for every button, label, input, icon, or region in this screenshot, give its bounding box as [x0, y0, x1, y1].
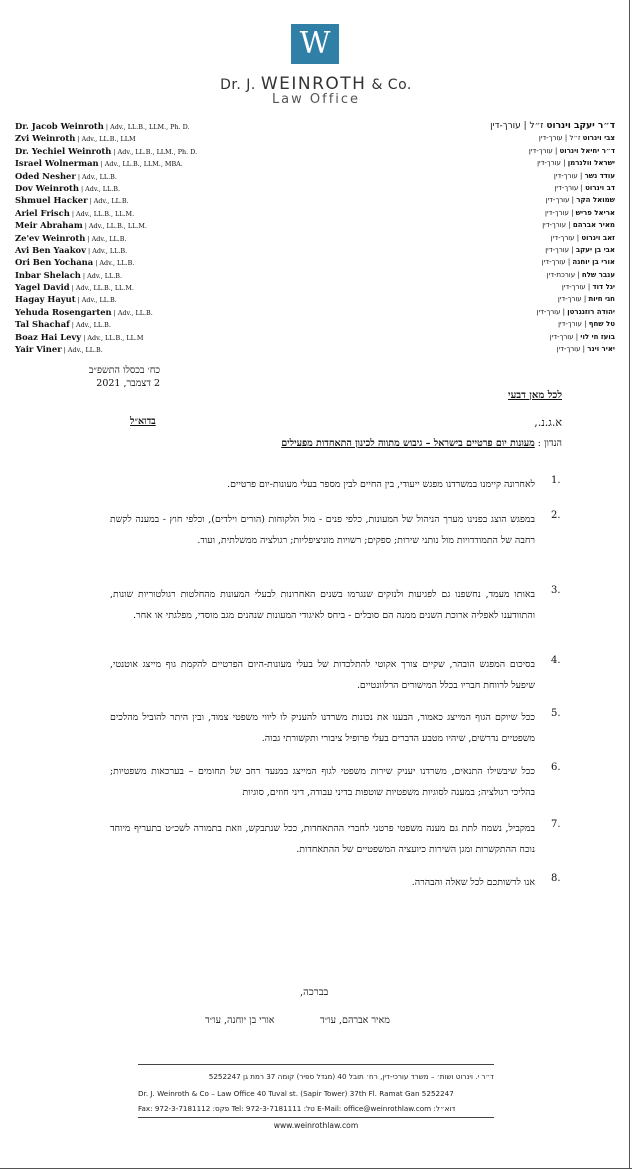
partner-he-name: בועז חי לוי: [580, 332, 615, 341]
partner-he-name: עודד נשר: [584, 171, 615, 180]
partner-en-row: [15, 170, 197, 182]
partner-he-name: אריאל פריש: [575, 208, 615, 217]
partner-he-qualification: | עורך-דין: [537, 159, 568, 168]
partner-he-qualification: | עורך-דין: [556, 345, 588, 354]
paragraph-number: 1.: [551, 475, 561, 486]
partners-list-hebrew: [490, 120, 615, 355]
partner-en-row: [15, 269, 197, 281]
logo-letter: W: [299, 26, 331, 61]
paragraph-text: ככל שיוקם הגוף המייצג כאמור, הבענו את נכונות משרדנו להעניק לו ליווי משפטי צמוד, ובין היתר להוביל מהלכים משפטיים נדרשים, שיהיו מטבע הדברים בעלי פרופיל ציבורי ותקשורתי גבוה.: [110, 712, 535, 744]
numbered-paragraph: [110, 762, 562, 803]
partner-he-row: [490, 120, 615, 132]
partner-en-name: Shmuel Hacker: [15, 195, 88, 206]
partner-en-row: [15, 244, 197, 256]
salutation: א.ג.נ.,: [534, 416, 562, 429]
partner-he-row: [490, 269, 615, 281]
paragraph-number: 4.: [551, 655, 561, 666]
partner-en-row: [15, 207, 197, 219]
footer-address-english: Dr. J. Weinroth & Co – Law Office 40 Tuval st. (Sapir Tower) 37th Fl. Ramat Gan 5252247: [138, 1089, 454, 1098]
partner-en-name: Avi Ben Yaakov: [15, 244, 86, 255]
partner-en-row: [15, 256, 197, 268]
firm-main: WEINROTH: [260, 74, 367, 94]
partner-he-qualification: | עורך-דין: [550, 233, 582, 242]
partner-he-qualification: | עורך-דין: [528, 146, 560, 155]
partner-en-qualification: | Adv., LL.B.: [80, 271, 123, 280]
partner-he-qualification: | עורך-דין: [545, 196, 577, 205]
partner-en-name: Yair Viner: [15, 344, 62, 355]
partner-en-row: [15, 232, 197, 244]
partner-en-row: [15, 306, 197, 318]
partner-he-row: [490, 343, 615, 355]
partner-en-qualification: | Adv., LL.B.: [87, 197, 129, 206]
partner-he-name: ד״ר יחיאל וינרוט: [559, 146, 615, 155]
partner-en-name: Oded Nesher: [15, 170, 76, 181]
partner-en-name: Ariel Frisch: [15, 207, 70, 218]
partner-en-row: [15, 343, 197, 355]
footer-divider-top: [138, 1064, 494, 1065]
firm-prefix: Dr. J.: [220, 77, 256, 93]
partner-he-row: [490, 145, 615, 157]
partner-he-qualification: | עורך-דין: [557, 295, 589, 304]
paragraph-text: במקביל, נשמח לתת גם מענה משפטי פרטני לחברי ההתאחדות, ככל שנתבקש, וזאת בתמורה לשכ״ט בתעריף מיוחד נוכח ההתקשרות ומגן השירות כיועציה המשפטיים של ההתאחדות.: [110, 823, 535, 855]
partner-he-row: [490, 219, 615, 231]
footer-website-link[interactable]: www.weinrothlaw.com: [273, 1121, 359, 1130]
paragraph-number: 3.: [551, 585, 561, 596]
partner-he-row: [490, 318, 615, 330]
partner-he-row: [490, 244, 615, 256]
partner-he-qualification: | עורך-דין: [561, 283, 593, 292]
numbered-paragraph: [110, 655, 562, 696]
paragraph-number: 6.: [551, 762, 561, 773]
partner-he-qualification: | עורך-דין: [554, 183, 586, 192]
subject-label: הנדון :: [537, 438, 562, 449]
partner-en-name: Tal Shachaf: [15, 319, 70, 330]
partner-he-row: [490, 331, 615, 343]
partner-he-qualification: | עורך-דין: [542, 221, 573, 230]
partner-en-qualification: | Adv., LL.B., LL.M.: [69, 284, 134, 293]
partner-en-name: Meir Abraham: [15, 220, 83, 231]
partner-he-name: יאיר וינר: [587, 345, 615, 354]
firm-logo: [291, 24, 339, 64]
partner-en-qualification: | Adv., LL.B., LLM., Ph. D.: [111, 147, 198, 156]
partner-he-qualification: | עורך-דין: [536, 307, 568, 316]
paragraph-number: 7.: [551, 819, 561, 830]
partner-en-row: [15, 331, 197, 343]
partner-en-row: [15, 219, 197, 231]
numbered-paragraph: [110, 475, 562, 496]
partner-en-qualification: | Adv., LL.B.: [93, 259, 135, 268]
partner-he-qualification: | עורך-דין: [545, 245, 576, 254]
addressee: לכל מאן דבעי: [507, 390, 562, 401]
footer-contact: Fax: 972-3-7181112 :פקס Tel: 972-3-7181111 :טל E-Mail: office@weinrothlaw.com :דוא״ל: [138, 1104, 456, 1113]
partner-he-name: אורי בן יוחנה: [572, 258, 615, 267]
partner-en-qualification: | Adv., LL.B., LLM., MBA.: [98, 160, 183, 169]
partner-he-qualification: | עורך-דין: [541, 258, 573, 267]
partner-en-qualification: | Adv., LL.B., LL.M.: [69, 209, 135, 218]
partner-en-row: [15, 132, 197, 144]
partner-he-row: [490, 306, 615, 318]
partner-he-qualification: | עורך-דין: [553, 171, 585, 180]
numbered-paragraph: [110, 873, 562, 894]
numbered-paragraph: [110, 708, 562, 749]
partner-en-name: Ze'ev Weinroth: [15, 232, 86, 243]
partner-en-name: Zvi Weinroth: [15, 133, 76, 144]
partner-en-row: [15, 318, 197, 330]
subject-line: [281, 438, 562, 449]
partner-he-name: צבי וינרוט: [582, 134, 615, 143]
partner-en-qualification: | Adv., LL.B.: [111, 308, 153, 317]
partner-en-name: Dr. Jacob Weinroth: [15, 121, 104, 131]
date-block: [70, 364, 160, 390]
partner-he-row: [490, 182, 615, 194]
partner-en-qualification: | Adv., LL.B.: [85, 246, 128, 255]
partner-he-name: ישראל וולנרמן: [567, 159, 615, 168]
partner-en-qualification: | Adv., LL.B., LLM: [75, 135, 136, 144]
partner-en-name: Yagel David: [15, 282, 70, 293]
partner-he-name: דב וינרוט: [585, 183, 615, 192]
partner-en-row: [15, 182, 197, 194]
date-hebrew: כח׳ בכסלו התשפ״ב: [88, 365, 160, 376]
partner-he-qualification: | עורך-דין: [545, 208, 576, 217]
partner-en-row: [15, 120, 197, 132]
paragraph-text: במפגש הוצג בפנינו מערך הניהול של המעונות, כלפי פנים - מול הלקוחות (הורים וילדים), וכלפי חוץ - במענה לקשת רחבה של התמודדויות מול נותני שירות; ספקים; רשויות מוניציפליות; רגולציה ממשלתית, ועוד.: [110, 514, 535, 546]
partners-list-english: [15, 120, 197, 355]
firm-name: [0, 74, 632, 94]
partner-en-qualification: | Adv., LL.B.: [61, 346, 103, 355]
partner-he-row: [490, 157, 615, 169]
numbered-paragraph: [110, 819, 562, 860]
partner-he-row: [490, 293, 615, 305]
delivery-method: בדוא״ל: [130, 416, 156, 427]
partner-en-name: Dr. Yechiel Weinroth: [15, 145, 112, 156]
partner-en-name: Boaz Hai Levy: [15, 331, 82, 342]
paragraph-number: 5.: [551, 708, 561, 719]
partner-he-row: [490, 256, 615, 268]
partner-en-qualification: | Adv., LL.B., LLM., Ph. D.: [103, 123, 190, 131]
date-gregorian: 2 דצמבר, 2021: [96, 378, 160, 389]
partner-he-name: ד״ר יעקב וינרוט: [546, 121, 615, 131]
partner-en-qualification: | Adv., LL.B., LL.M.: [82, 222, 147, 231]
partner-he-qualification: | עורך-דין: [549, 332, 581, 341]
partner-he-qualification: | עורכת-דין: [546, 270, 582, 279]
firm-subtitle: Law Office: [271, 92, 361, 107]
footer-divider-bottom: [138, 1117, 494, 1118]
partner-en-row: [15, 157, 197, 169]
partner-en-row: [15, 281, 197, 293]
footer-address-hebrew: ד״ר י. וינרוט ושות׳ – משרד עורכי-דין, רח׳ תובל 40 (מגדל ספיר) קומה 37 רמת גן 5252247: [208, 1072, 494, 1081]
partner-he-name: יגל דוד: [592, 283, 615, 292]
partner-en-qualification: | Adv., LL.B., LL.M: [81, 333, 144, 342]
partner-he-qualification: | עורך-דין: [558, 320, 589, 329]
partner-he-row: [490, 170, 615, 182]
partner-en-name: Yehuda Rosengarten: [15, 306, 112, 317]
paragraph-text: בסיכום המפגש הובהר, שקיים צורך אקוטי להתלכדות של בעלי מעונות-היום הפרטיים להקמת גוף מייצג אוטנטי, שיפעל לרווחת חבריו בכלל המישורים הרלוונטיים.: [110, 659, 535, 691]
paragraph-text: לאחרונה קיימנו במשרדנו מפגש ייעודי, בין החיים לבין מספר בעלי מעונות-יום פרטיים.: [227, 479, 535, 490]
subject-text: מעונות יום פרטיים בישראל – גיבוש מתווה לכינון התאחדות מפעילים: [281, 438, 535, 449]
partner-en-qualification: | Adv., LL.B.: [75, 172, 117, 181]
paragraph-text: ככל שיבשילו התנאים, משרדנו יעניק שירות משפטי לגוף המייצג במנעד רחב של תחומים – בערכאות משפטיות; בהליכי רגולציה; במענה לסוגיות משפטיות שוטפות בדיני עבודה, דיני חוזים, סוגיות: [110, 766, 535, 798]
signature-ori-ben-yochana: אורי בן יוחנה, עו״ד: [205, 1015, 275, 1026]
partner-en-row: [15, 293, 197, 305]
partner-he-name: טל שחף: [588, 320, 615, 329]
paragraph-number: 8.: [551, 873, 561, 884]
paragraph-number: 2.: [551, 510, 561, 521]
partner-he-name: אבי בן יעקב: [575, 245, 615, 254]
partner-he-row: [490, 281, 615, 293]
numbered-paragraph: [110, 585, 562, 626]
partner-he-row: [490, 207, 615, 219]
paragraph-text: באותו מעמד, נחשפנו גם לפגיעות ולנזקים שנגרמו בשנים האחרונות לבעלי המעונות מהחלטות רגולטוריות שונות, והתוודענו לאפליה ארוכת השנים ממנה הם סובלים - ביחס לאיגודי המעונות שנהנים מגב מוסדי, מפלגתי או אחר.: [110, 589, 535, 621]
partner-en-name: Israel Wolnerman: [15, 158, 99, 169]
partner-en-name: Dov Weinroth: [15, 182, 79, 193]
paragraph-text: אנו לרשותכם לכל שאלה והבהרה.: [411, 877, 535, 888]
partner-he-row: [490, 232, 615, 244]
partner-en-name: Ori Ben Yochana: [15, 257, 94, 268]
partner-he-name: ענבר שלח: [581, 270, 615, 279]
partner-he-name: זאב וינרוט: [581, 233, 615, 242]
numbered-paragraph: [110, 510, 562, 551]
partner-en-name: Hagay Hayut: [15, 294, 76, 305]
partner-en-qualification: | Adv., LL.B.: [69, 321, 111, 330]
firm-suffix: & Co.: [371, 77, 412, 93]
signature-meir-abraham: מאיר אברהם, עו״ד: [320, 1015, 390, 1026]
partner-he-name: מאיר אברהם: [572, 221, 615, 230]
partner-he-name: שמואל הקר: [576, 196, 615, 205]
partner-en-qualification: | Adv., LL.B.: [78, 184, 121, 193]
page-border-right: [629, 0, 630, 1169]
partner-he-row: [490, 194, 615, 206]
partner-en-row: [15, 145, 197, 157]
partner-en-qualification: | Adv., LL.B.: [85, 234, 127, 243]
partner-he-name: יהודה רוזנגרטן: [567, 307, 615, 316]
partner-en-qualification: | Adv., LL.B.: [75, 296, 117, 305]
partner-he-qualification: ז״ל | עורך-דין: [490, 121, 547, 131]
partner-he-name: חגי חיות: [588, 295, 615, 304]
closing: בברכה,: [300, 987, 329, 998]
partner-en-row: [15, 194, 197, 206]
partner-en-name: Inbar Shelach: [15, 269, 81, 280]
partner-he-qualification: ז״ל | עורך-דין: [538, 134, 583, 143]
partner-he-row: [490, 132, 615, 144]
